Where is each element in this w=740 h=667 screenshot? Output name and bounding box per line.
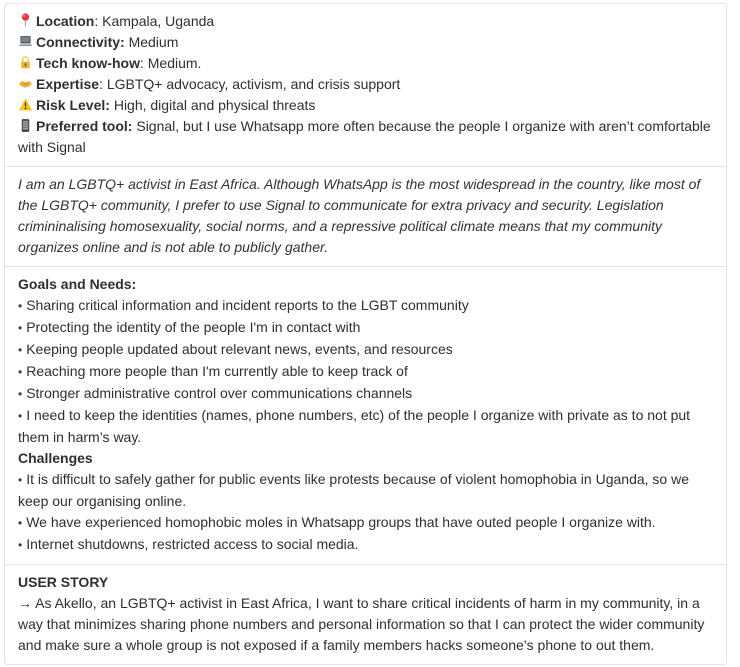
location-pin-icon — [18, 13, 33, 28]
goal-item — [18, 339, 713, 361]
profile-field-connectivity — [18, 32, 713, 53]
profile-field-value: Signal, but I use Whatsapp more often because the people I organize with aren’t comfortable with Signal — [18, 118, 711, 155]
challenges-heading: Challenges — [18, 450, 93, 466]
goal-item — [18, 295, 713, 317]
profile-field-location — [18, 11, 713, 32]
profile-field-risk-level — [18, 95, 713, 116]
goal-item-text: Keeping people updated about relevant news, events, and resources — [26, 341, 453, 357]
user-story-section — [5, 564, 726, 664]
profile-field-preferred-tool — [18, 116, 713, 158]
bullet-icon: • — [18, 473, 23, 487]
challenge-item-text: It is difficult to safely gather for public events like protests because of violent homophobia in Uganda, so we keep our organising online. — [18, 471, 689, 509]
goal-item-text: Protecting the identity of the people I'm in contact with — [26, 319, 361, 335]
goal-item — [18, 361, 713, 383]
goal-item-text: Sharing critical information and incident reports to the LGBT community — [26, 297, 469, 313]
bullet-icon: • — [18, 516, 23, 530]
goal-item — [18, 317, 713, 339]
persona-quote: I am an LGBTQ+ activist in East Africa. Although WhatsApp is the most widespread in the country, like most of the LGBTQ+ community, I prefer to use Signal to communicate for extra privacy and security. Legislation crimininalising homosexuality, social norms, and a repressive political climate means that my community organizes online and is not able to publicly gather. — [18, 176, 701, 255]
challenge-item — [18, 534, 713, 556]
profile-field-label: Risk Level: — [36, 97, 110, 113]
bullet-icon: • — [18, 409, 23, 423]
bullet-icon: • — [18, 299, 23, 313]
mobile-phone-icon — [18, 118, 33, 133]
profile-field-expertise — [18, 74, 713, 95]
profile-field-tech-know-how — [18, 53, 713, 74]
persona-card — [4, 3, 727, 665]
warning-icon — [18, 97, 33, 112]
goal-item-text: Reaching more people than I'm currently able to keep track of — [26, 363, 408, 379]
profile-section — [5, 4, 726, 166]
goal-item-text: I need to keep the identities (names, phone numbers, etc) of the people I organize with private as to not put them in harm’s way. — [18, 407, 691, 445]
bullet-icon: • — [18, 538, 23, 552]
bullet-icon: • — [18, 365, 23, 379]
user-story-heading: USER STORY — [18, 574, 109, 590]
goal-item — [18, 383, 713, 405]
profile-field-value: : Kampala, Uganda — [94, 13, 215, 29]
profile-field-value: Medium — [124, 34, 179, 50]
profile-field-value: High, digital and physical threats — [109, 97, 316, 113]
handshake-icon — [18, 76, 33, 91]
user-story-text: → As Akello, an LGBTQ+ activist in East Africa, I want to share critical incidents of harm in my community, in a way that minimizes sharing phone numbers and personal information so that I can protect the wider community and make sure a whole group is not exposed if a family members hacks someone’s phone to out them. — [18, 595, 705, 653]
challenge-item — [18, 512, 713, 534]
profile-field-value: : Medium. — [139, 55, 202, 71]
profile-field-label: Connectivity: — [36, 34, 125, 50]
challenge-item-text: We have experienced homophobic moles in Whatsapp groups that have outed people I organize with. — [26, 514, 656, 530]
bullet-icon: • — [18, 343, 23, 357]
profile-field-label: Preferred tool: — [36, 118, 133, 134]
profile-field-label: Location — [36, 13, 95, 29]
lock-icon — [18, 55, 33, 70]
bullet-icon: • — [18, 321, 23, 335]
profile-field-value: : LGBTQ+ advocacy, activism, and crisis support — [99, 76, 401, 92]
challenge-item-text: Internet shutdowns, restricted access to social media. — [26, 536, 359, 552]
profile-field-label: Tech know-how — [36, 55, 140, 71]
persona-quote-section — [5, 166, 726, 266]
profile-field-label: Expertise — [36, 76, 100, 92]
bullet-icon: • — [18, 387, 23, 401]
goal-item-text: Stronger administrative control over communications channels — [26, 385, 413, 401]
goals-challenges-section — [5, 266, 726, 564]
challenge-item — [18, 469, 713, 512]
goals-heading: Goals and Needs: — [18, 276, 137, 292]
laptop-icon — [18, 34, 33, 49]
goal-item — [18, 405, 713, 448]
